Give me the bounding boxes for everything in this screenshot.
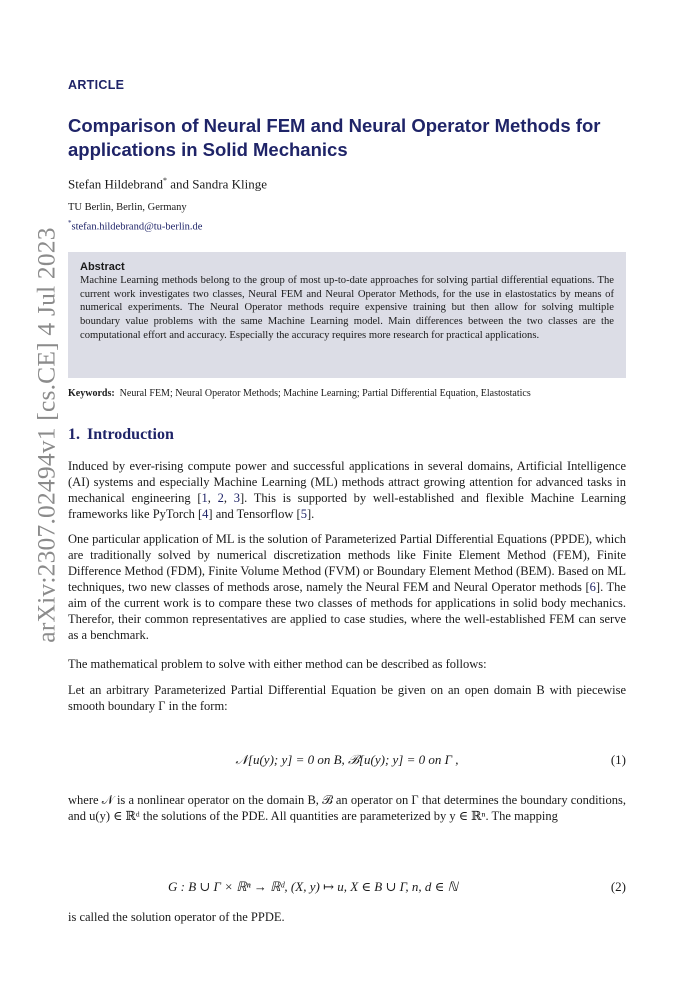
citation-link[interactable]: 5: [300, 507, 307, 521]
author-name: Sandra Klinge: [192, 176, 267, 192]
keywords-text: Neural FEM; Neural Operator Methods; Machine Learning; Partial Differential Equation, Elastostatics: [119, 388, 531, 399]
equation-number: (2): [610, 879, 626, 894]
paragraph-intro-4: Let an arbitrary Parameterized Partial Differential Equation be given on an open domain B with piecewise smooth boundary Γ in the form:: [68, 683, 626, 713]
paragraph-text: One particular application of ML is the solution of Parameterized Partial Differential Equations (PPDE), which are traditionally solved by numerical discretization methods like Finite Element Method (FEM), Finite Difference Method (FDM), Finite Volume Method (FVM) or Boundary Element Method (BEM). Based on ML techniques, two new classes of methods arose, namely the Neural FEM and Neural Operator methods [: [68, 532, 626, 594]
paragraph-intro-2: [68, 531, 626, 643]
author-name: Stefan Hildebrand: [68, 176, 163, 192]
affiliation: TU Berlin, Berlin, Germany: [68, 202, 187, 213]
citation-link[interactable]: 1: [201, 491, 208, 505]
author-list: [68, 176, 267, 192]
equation-expression: 𝒩[u(y); y] = 0 on B, ℬ[u(y); y] = 0 on Γ ,: [235, 752, 459, 767]
paragraph-intro-6: is called the solution operator of the PPDE.: [68, 910, 285, 924]
paragraph-intro-1: Induced by ever-rising compute power and successful applications in several domains, Artificial Intelligence (AI) systems and especially Machine Learning (ML) methods attract growing attention for advanced tasks in mechanical engineering [1, 2, 3]. This is supported by well-established and flexible Machine Learning frameworks like PyTorch [4] and Tensorflow [5].: [68, 459, 627, 521]
paragraph-text: ] and Tensorflow [: [208, 507, 301, 521]
paper-title: Comparison of Neural FEM and Neural Operator Methods for applications in Solid Mechanics: [68, 115, 601, 160]
arxiv-identifier-stamp: [22, 200, 72, 670]
section-number: 1.: [68, 426, 80, 443]
section-title: Introduction: [87, 426, 174, 443]
email-mark: *: [68, 219, 72, 227]
abstract-heading: Abstract: [80, 261, 125, 273]
paragraph-text: Induced by ever-rising compute power and successful applications in several domains, Artificial Intelligence (AI) systems and especially Machine Learning (ML) methods attract growing attention for advanced tasks in mechanical engineering [: [68, 459, 626, 505]
paragraph-intro-5: where 𝒩 is a nonlinear operator on the domain B, ℬ an operator on Γ that determines the boundary conditions, and u(y) ∈ ℝᵈ the solutions of the PDE. All quantities are parameterized by y ∈ ℝⁿ. The mapping: [68, 793, 626, 823]
citation-link[interactable]: 3: [233, 491, 240, 505]
citation-link[interactable]: 6: [589, 580, 596, 594]
equation-number: (1): [610, 752, 626, 767]
paragraph-intro-3: The mathematical problem to solve with either method can be described as follows:: [68, 657, 487, 671]
paragraph-text: ]. This is supported by well-established and flexible Machine Learning frameworks like PyTorch [: [68, 491, 627, 521]
arxiv-identifier-text: arXiv:2307.02494v1 [cs.CE] 4 Jul 2023: [32, 227, 61, 643]
equation-expression: G : B ∪ Γ × ℝⁿ → ℝᵈ, (X, y) ↦ u, X ∈ B ∪ Γ, n, d ∈ ℕ: [168, 879, 458, 894]
abstract-text: Machine Learning methods belong to the group of most up-to-date approaches for solving partial differential equations. The current work investigates two classes, Neural FEM and Neural Operator Methods, for the use in elastostatics by means of numerical experiments. The Neural Operator methods require expensive training but then allow for solving multiple boundary value problems with the same Machine Learning model. Main differences between the two classes are the computational effort and accuracy. Especially the accuracy requires more research for practical applications.: [80, 275, 614, 341]
author-connector: and: [166, 176, 193, 192]
paragraph-text: ]. The aim of the current work is to compare these two classes of methods for applications in solid body mechanics. Therefor, their common representatives are applied to case studies, where the well-established FEM can serve as a benchmark.: [68, 580, 626, 642]
citation-link[interactable]: 4: [202, 507, 209, 521]
section-heading-introduction: [68, 426, 174, 444]
abstract-box: [68, 252, 626, 378]
email-address-link[interactable]: stefan.hildebrand@tu-berlin.de: [71, 221, 203, 233]
paragraph-text: ].: [306, 507, 315, 521]
equation-2: [68, 879, 626, 897]
equation-1: [68, 752, 626, 770]
keywords-label: Keywords:: [68, 388, 115, 399]
corresponding-author-mark: *: [162, 176, 167, 185]
author-email[interactable]: [68, 219, 202, 233]
keywords-line: [68, 388, 531, 399]
article-type-label: ARTICLE: [68, 78, 125, 92]
citation-link[interactable]: 2: [217, 491, 224, 505]
